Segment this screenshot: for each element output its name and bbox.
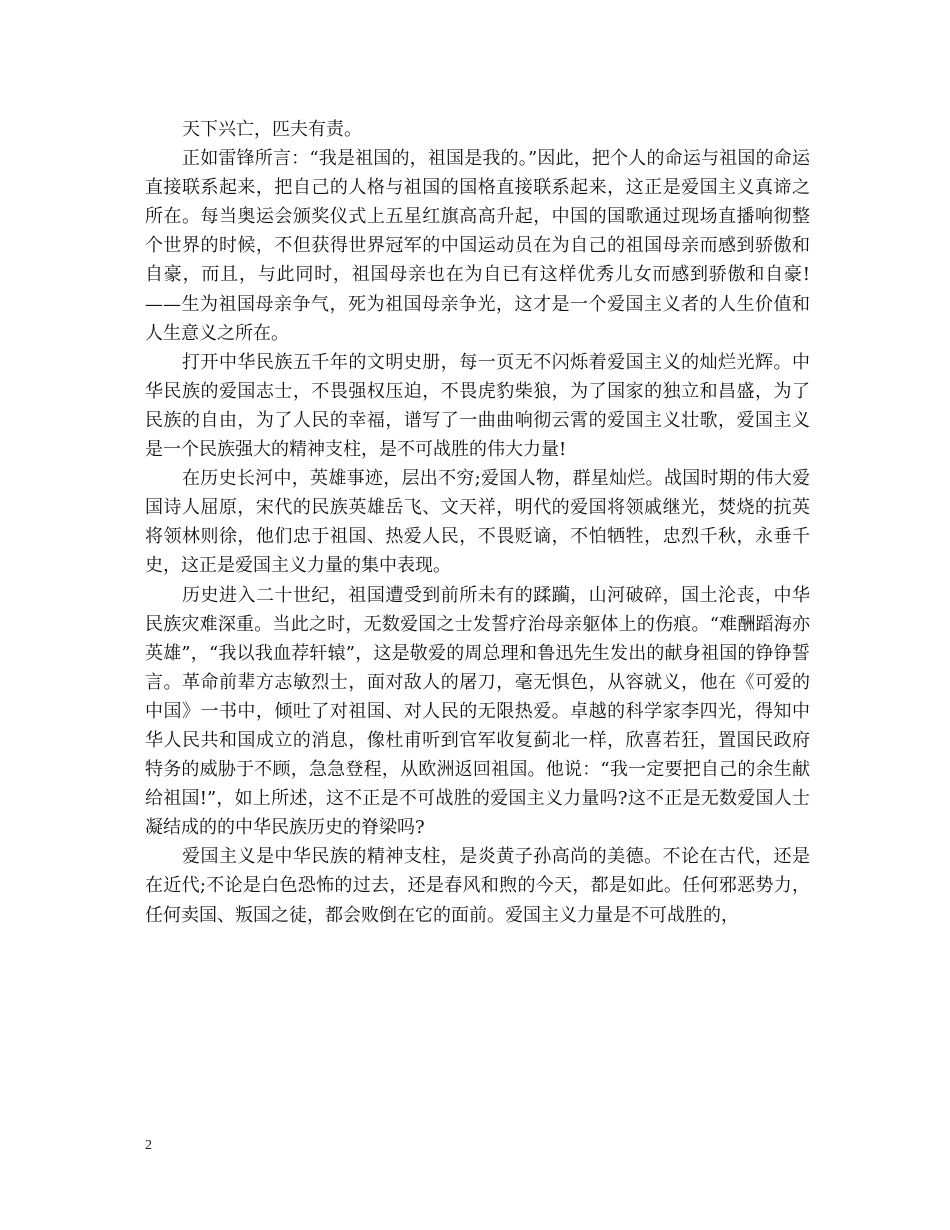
- paragraph: 历史进入二十世纪，祖国遭受到前所未有的蹂躏，山河破碎，国土沦丧，中华民族灾难深重。当此之时，无数爱国之士发誓疗治母亲躯体上的伤痕。“难酬蹈海亦英雄”，“我以我血荐轩辕”，这是敬爱的周总理和鲁迅先生发出的献身祖国的铮铮誓言。革命前辈方志敏烈士，面对敌人的屠刀，毫无惧色，从容就义，他在《可爱的中国》一书中，倾吐了对祖国、对人民的无限热爱。卓越的科学家李四光，得知中华人民共和国成立的消息，像杜甫听到官军收复蓟北一样，欣喜若狂，置国民政府特务的威胁于不顾，急急登程，从欧洲返回祖国。他说：“我一定要把自己的余生献给祖国!”，如上所述，这不正是不可战胜的爱国主义力量吗?这不正是无数爱国人士凝结成的的中华民族历史的脊梁吗?: [145, 584, 810, 839]
- paragraph: 正如雷锋所言：“我是祖国的，祖国是我的。”因此，把个人的命运与祖国的命运直接联系起来，把自己的人格与祖国的国格直接联系起来，这正是爱国主义真谛之所在。每当奥运会颁奖仪式上五星红旗高高升起，中国的国歌通过现场直播响彻整个世界的时候，不但获得世界冠军的中国运动员在为自己的祖国母亲而感到骄傲和自豪，而且，与此同时，祖国母亲也在为自已有这样优秀儿女而感到骄傲和自豪!——生为祖国母亲争气，死为祖国母亲争光，这才是一个爱国主义者的人生价值和人生意义之所在。: [145, 148, 810, 344]
- paragraph: 在历史长河中，英雄事迹，层出不穷;爱国人物，群星灿烂。战国时期的伟大爱国诗人屈原，宋代的民族英雄岳飞、文天祥，明代的爱国将领戚继光，焚烧的抗英将领林则徐，他们忠于祖国、热爱人民，不畏贬谪，不怕牺牲，忠烈千秋，永垂千史，这正是爱国主义力量的集中表现。: [145, 468, 810, 577]
- paragraph: 天下兴亡，匹夫有责。: [182, 119, 362, 140]
- document-body: [145, 115, 810, 930]
- paragraph: 爱国主义是中华民族的精神支柱，是炎黄子孙高尚的美德。不论在古代，还是在近代;不论是白色恐怖的过去，还是春风和煦的今天，都是如此。任何邪恶势力，任何卖国、叛国之徒，都会败倒在它的面前。爱国主义力量是不可战胜的，: [145, 846, 810, 926]
- paragraph: 打开中华民族五千年的文明史册，每一页无不闪烁着爱国主义的灿烂光辉。中华民族的爱国志士，不畏强权压迫，不畏虎豹柴狼，为了国家的独立和昌盛，为了民族的自由，为了人民的幸福，谱写了一曲曲响彻云霄的爱国主义壮歌，爱国主义是一个民族强大的精神支柱，是不可战胜的伟大力量!: [145, 351, 810, 461]
- page-number: 2: [145, 1138, 152, 1153]
